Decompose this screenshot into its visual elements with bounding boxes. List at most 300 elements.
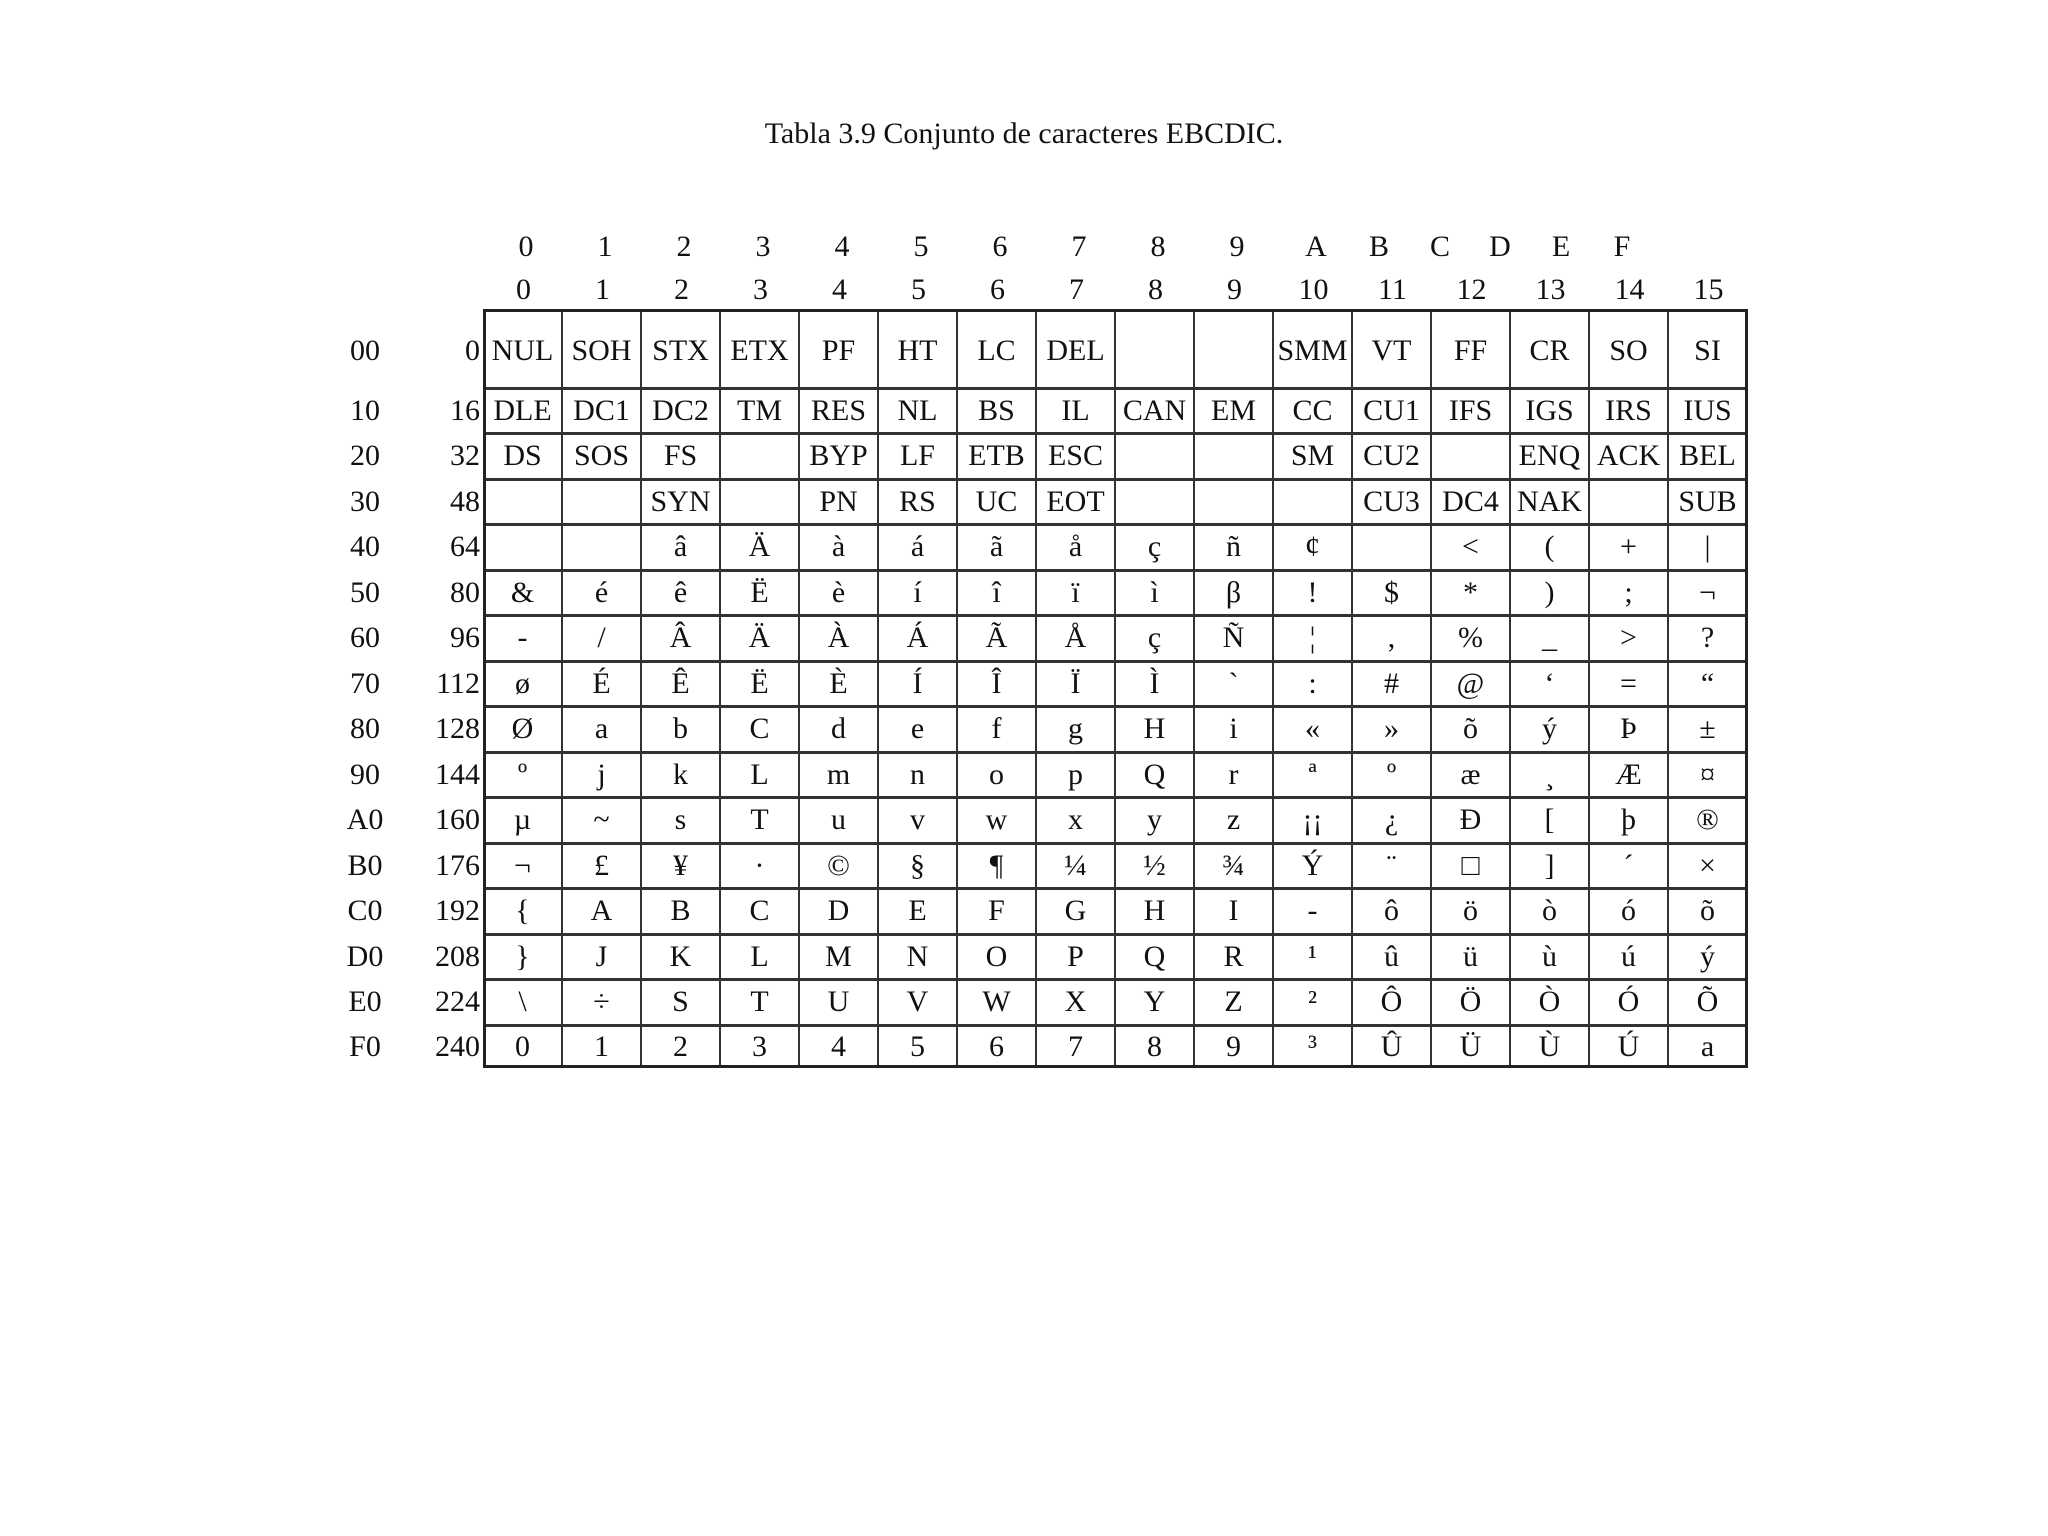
grid-line-horizontal [486,660,1745,663]
column-header-hex: A [1305,230,1327,263]
table-cell: EOT [1046,485,1105,518]
column-header-hex: 0 [518,230,534,263]
table-cell: å [1068,530,1083,563]
table-cell: DLE [493,394,552,427]
grid-line-horizontal [486,887,1745,890]
table-cell: n [910,758,925,791]
table-cell: ¸ [1544,758,1555,791]
table-cell: ? [1700,621,1715,654]
table-cell: : [1308,667,1317,700]
table-cell: ¬ [1699,576,1716,609]
table-cell: ü [1463,940,1478,973]
row-label-hex: 50 [350,576,380,609]
table-cell: Î [991,667,1002,700]
table-cell: CR [1529,334,1570,367]
table-cell: « [1305,712,1320,745]
table-cell: TM [737,394,782,427]
table-cell: Ê [671,667,690,700]
table-cell: Y [1143,985,1166,1018]
table-cell: DC4 [1442,485,1499,518]
row-label-hex: A0 [346,803,384,836]
table-cell: ~ [593,803,610,836]
table-cell: ñ [1226,530,1241,563]
row-label-dec: 0 [465,334,480,367]
table-cell: L [750,758,769,791]
table-cell: < [1462,530,1479,563]
table-cell: ² [1308,985,1317,1018]
table-cell: Ì [1149,667,1160,700]
row-label-dec: 112 [436,667,480,700]
table-cell: BEL [1679,439,1736,472]
table-cell: ! [1307,576,1318,609]
table-cell: | [1704,530,1711,563]
table-cell: PN [819,485,858,518]
table-cell: » [1384,712,1399,745]
row-label-hex: B0 [347,849,383,882]
table-cell: ETB [968,439,1025,472]
table-cell: f [991,712,1002,745]
table-cell: ö [1463,894,1478,927]
table-cell: IFS [1448,394,1493,427]
table-cell: ¶ [989,849,1004,882]
table-cell: ¨ [1386,849,1397,882]
grid-line-horizontal [486,842,1745,845]
table-cell: , [1387,621,1396,654]
table-cell: & [510,576,535,609]
table-cell: ã [989,530,1004,563]
ebcdic-table-grid [483,309,1748,1068]
table-caption: Tabla 3.9 Conjunto de caracteres EBCDIC. [764,117,1284,150]
table-cell: þ [1621,803,1636,836]
table-cell: ¼ [1064,849,1087,882]
column-header-dec: 7 [1069,273,1084,306]
table-cell: s [674,803,687,836]
row-label-hex: F0 [349,1030,381,1063]
table-cell: ï [1071,576,1080,609]
table-cell: ½ [1143,849,1166,882]
table-cell: Ø [511,712,534,745]
table-cell: Ö [1459,985,1482,1018]
row-label-hex: D0 [346,940,384,973]
table-cell: 7 [1068,1030,1083,1063]
table-cell: ¤ [1700,758,1715,791]
table-cell: µ [513,803,532,836]
table-cell: U [827,985,850,1018]
table-cell: z [1226,803,1241,836]
table-cell: L [750,940,769,973]
table-cell: _ [1542,621,1557,654]
table-cell: i [1229,712,1238,745]
table-cell: a [594,712,609,745]
table-cell: C [749,894,770,927]
table-cell: r [1228,758,1239,791]
table-cell: T [750,803,769,836]
table-cell: ³ [1308,1030,1317,1063]
grid-line-horizontal [486,933,1745,936]
table-cell: SMM [1277,334,1348,367]
table-cell: Æ [1615,758,1642,791]
table-cell: T [750,985,769,1018]
column-header-hex: 8 [1150,230,1166,263]
table-cell: ± [1699,712,1716,745]
table-cell: j [597,758,606,791]
table-cell: RES [810,394,867,427]
table-cell: 8 [1147,1030,1162,1063]
table-cell: W [982,985,1011,1018]
column-header-dec: 0 [516,273,531,306]
table-cell: ¾ [1222,849,1245,882]
table-cell: % [1458,621,1483,654]
table-cell: $ [1384,576,1399,609]
table-cell: Â [669,621,692,654]
table-cell: v [910,803,925,836]
grid-line-horizontal [486,387,1745,390]
table-cell: J [595,940,608,973]
table-cell: 6 [989,1030,1004,1063]
table-cell: w [985,803,1008,836]
table-cell: Ñ [1222,621,1245,654]
row-label-hex: 30 [350,485,380,518]
table-cell: ¢ [1305,530,1320,563]
table-cell: SUB [1678,485,1737,518]
table-cell: “ [1700,667,1715,700]
table-cell: Ü [1459,1030,1482,1063]
table-cell: PF [821,334,856,367]
table-cell: SO [1609,334,1648,367]
column-header-dec: 11 [1378,273,1407,306]
table-cell: ý [1700,940,1715,973]
grid-line-horizontal [486,978,1745,981]
table-cell: O [985,940,1008,973]
row-label-dec: 224 [435,985,480,1018]
table-cell: # [1384,667,1399,700]
row-label-hex: 10 [350,394,380,427]
row-label-dec: 208 [435,940,480,973]
table-cell: 5 [910,1030,925,1063]
table-cell: Q [1143,758,1166,791]
table-cell: 1 [594,1030,609,1063]
table-cell: k [673,758,688,791]
table-cell: õ [1700,894,1715,927]
table-cell: A [590,894,613,927]
table-cell: DC2 [652,394,709,427]
table-cell: 4 [831,1030,846,1063]
table-cell: ` [1228,667,1239,700]
table-cell: NUL [491,334,554,367]
table-cell: 2 [673,1030,688,1063]
row-label-dec: 160 [435,803,480,836]
table-cell: È [829,667,848,700]
grid-line-horizontal [486,432,1745,435]
table-cell: É [592,667,611,700]
table-cell: º [1386,758,1397,791]
column-header-dec: 4 [832,273,847,306]
table-cell: ENQ [1518,439,1581,472]
row-label-hex: C0 [347,894,383,927]
table-cell: IUS [1683,394,1732,427]
table-cell: à [831,530,846,563]
table-cell: I [1228,894,1239,927]
table-cell: d [831,712,846,745]
table-cell: × [1699,849,1716,882]
table-cell: Ú [1617,1030,1640,1063]
table-cell: M [825,940,852,973]
table-cell: { [515,894,530,927]
table-cell: ACK [1596,439,1661,472]
table-cell: - [517,621,528,654]
table-cell: ý [1542,712,1557,745]
table-cell: ê [673,576,688,609]
table-cell: ¬ [514,849,531,882]
table-cell: y [1147,803,1162,836]
grid-line-horizontal [486,751,1745,754]
column-header-dec: 10 [1298,273,1329,306]
table-cell: a [1700,1030,1715,1063]
row-label-dec: 176 [435,849,480,882]
table-cell: p [1068,758,1083,791]
table-cell: Ò [1538,985,1561,1018]
table-cell: ç [1147,530,1162,563]
table-cell: HT [897,334,938,367]
table-cell: ô [1384,894,1399,927]
row-label-hex: 20 [350,439,380,472]
row-label-hex: 80 [350,712,380,745]
table-cell: β [1225,576,1242,609]
grid-line-horizontal [486,705,1745,708]
table-cell: Ä [748,530,771,563]
table-cell: ¥ [673,849,688,882]
table-cell: LF [899,439,935,472]
row-label-hex: 00 [350,334,380,367]
row-label-dec: 192 [435,894,480,927]
table-cell: Á [906,621,929,654]
table-cell: Q [1143,940,1166,973]
table-cell: ¹ [1308,940,1317,973]
table-cell: o [989,758,1004,791]
column-header-dec: 5 [911,273,926,306]
table-cell: SYN [650,485,711,518]
table-cell: K [669,940,692,973]
table-cell: £ [594,849,609,882]
table-cell: æ [1460,758,1481,791]
table-cell: Ï [1070,667,1081,700]
table-cell: FF [1453,334,1488,367]
table-cell: © [827,849,850,882]
table-cell: EM [1211,394,1256,427]
table-cell: IL [1061,394,1090,427]
table-cell: UC [975,485,1018,518]
row-label-hex: 90 [350,758,380,791]
table-cell: û [1384,940,1399,973]
table-cell: > [1620,621,1637,654]
column-header-dec: 1 [595,273,610,306]
table-cell: ´ [1623,849,1634,882]
column-headers-hex [0,227,2048,267]
row-label-hex: E0 [348,985,382,1018]
table-cell: ® [1696,803,1719,836]
table-cell: Ó [1617,985,1640,1018]
column-header-hex: E [1551,230,1571,263]
table-cell: CU3 [1363,485,1420,518]
row-label-dec: 16 [450,394,480,427]
table-cell: ÷ [593,985,610,1018]
table-cell: g [1068,712,1083,745]
table-cell: G [1064,894,1087,927]
table-cell: DEL [1046,334,1105,367]
table-cell: é [594,576,609,609]
table-cell: í [913,576,922,609]
table-cell: u [831,803,846,836]
column-header-dec: 13 [1535,273,1566,306]
grid-line-horizontal [486,796,1745,799]
table-cell: IGS [1525,394,1574,427]
table-cell: ¡¡ [1302,803,1323,836]
table-cell: á [910,530,925,563]
column-header-hex: 6 [992,230,1008,263]
table-cell: ø [515,667,530,700]
table-cell: NL [897,394,938,427]
column-header-dec: 15 [1693,273,1724,306]
table-cell: Û [1380,1030,1403,1063]
table-cell: CC [1292,394,1333,427]
table-cell: BS [978,394,1015,427]
table-cell: ‘ [1544,667,1555,700]
table-cell: î [992,576,1001,609]
table-cell: Ô [1380,985,1403,1018]
table-cell: ¦ [1309,621,1316,654]
table-cell: Ë [750,667,769,700]
table-cell: ù [1542,940,1557,973]
table-cell: E [908,894,927,927]
table-cell: x [1068,803,1083,836]
table-cell: è [831,576,846,609]
column-header-hex: 4 [834,230,850,263]
table-cell: - [1307,894,1318,927]
table-cell: Þ [1620,712,1637,745]
grid-line-horizontal [486,614,1745,617]
column-header-hex: F [1613,230,1631,263]
column-header-hex: 1 [597,230,613,263]
table-cell: RS [899,485,936,518]
table-cell: ì [1150,576,1159,609]
table-cell: CAN [1122,394,1187,427]
row-label-dec: 240 [435,1030,480,1063]
column-header-dec: 14 [1614,273,1645,306]
table-cell: } [515,940,530,973]
column-header-hex: 7 [1071,230,1087,263]
column-header-dec: 6 [990,273,1005,306]
table-cell: ú [1621,940,1636,973]
table-cell: § [910,849,925,882]
column-header-dec: 2 [674,273,689,306]
table-cell: P [1067,940,1084,973]
column-header-dec: 8 [1148,273,1163,306]
table-cell: DC1 [573,394,630,427]
table-cell: º [517,758,528,791]
table-cell: Ý [1301,849,1324,882]
table-cell: SOS [573,439,630,472]
table-cell: * [1463,576,1478,609]
column-header-hex: B [1368,230,1389,263]
table-cell: ] [1544,849,1555,882]
column-header-hex: 5 [913,230,929,263]
column-header-dec: 3 [753,273,768,306]
table-cell: ò [1542,894,1557,927]
table-cell: õ [1463,712,1478,745]
table-cell: STX [652,334,709,367]
row-label-dec: 80 [450,576,480,609]
table-cell: Ë [750,576,769,609]
table-cell: ó [1621,894,1636,927]
table-cell: □ [1461,849,1480,882]
table-cell: S [672,985,689,1018]
table-cell: Í [912,667,923,700]
table-cell: H [1143,894,1166,927]
column-header-dec: 9 [1227,273,1242,306]
table-cell: BYP [809,439,868,472]
table-cell: + [1620,530,1637,563]
column-header-hex: 2 [676,230,692,263]
row-label-dec: 144 [435,758,480,791]
table-cell: ( [1544,530,1555,563]
grid-line-horizontal [486,478,1745,481]
table-cell: 3 [752,1030,767,1063]
column-header-hex: D [1489,230,1511,263]
column-header-hex: 3 [755,230,771,263]
table-cell: V [906,985,929,1018]
table-cell: FS [663,439,698,472]
table-cell: Ä [748,621,771,654]
table-cell: b [673,712,688,745]
grid-line-horizontal [486,523,1745,526]
table-cell: R [1223,940,1244,973]
table-cell: ; [1624,576,1633,609]
table-cell: 9 [1226,1030,1241,1063]
row-label-dec: 48 [450,485,480,518]
table-cell: ¿ [1384,803,1399,836]
table-cell: À [827,621,850,654]
grid-line-horizontal [486,569,1745,572]
table-cell: LC [977,334,1016,367]
table-cell: e [910,712,925,745]
row-label-hex: 70 [350,667,380,700]
row-label-hex: 60 [350,621,380,654]
table-cell: = [1620,667,1637,700]
table-cell: \ [518,985,527,1018]
table-cell: SM [1290,439,1335,472]
table-cell: SI [1694,334,1721,367]
table-cell: Ù [1538,1030,1561,1063]
table-cell: Ã [985,621,1008,654]
table-cell: D [827,894,850,927]
table-cell: CU2 [1363,439,1420,472]
table-cell: @ [1456,667,1485,700]
table-cell: ESC [1047,439,1104,472]
column-header-dec: 12 [1456,273,1487,306]
row-label-hex: 40 [350,530,380,563]
table-cell: / [597,621,606,654]
column-headers-dec [0,270,2048,310]
table-cell: DS [503,439,542,472]
table-cell: X [1064,985,1087,1018]
column-header-hex: C [1429,230,1450,263]
table-cell: C [749,712,770,745]
table-cell: Ð [1459,803,1482,836]
table-cell: Õ [1696,985,1719,1018]
table-cell: ç [1147,621,1162,654]
table-cell: · [754,849,765,882]
table-cell: H [1143,712,1166,745]
